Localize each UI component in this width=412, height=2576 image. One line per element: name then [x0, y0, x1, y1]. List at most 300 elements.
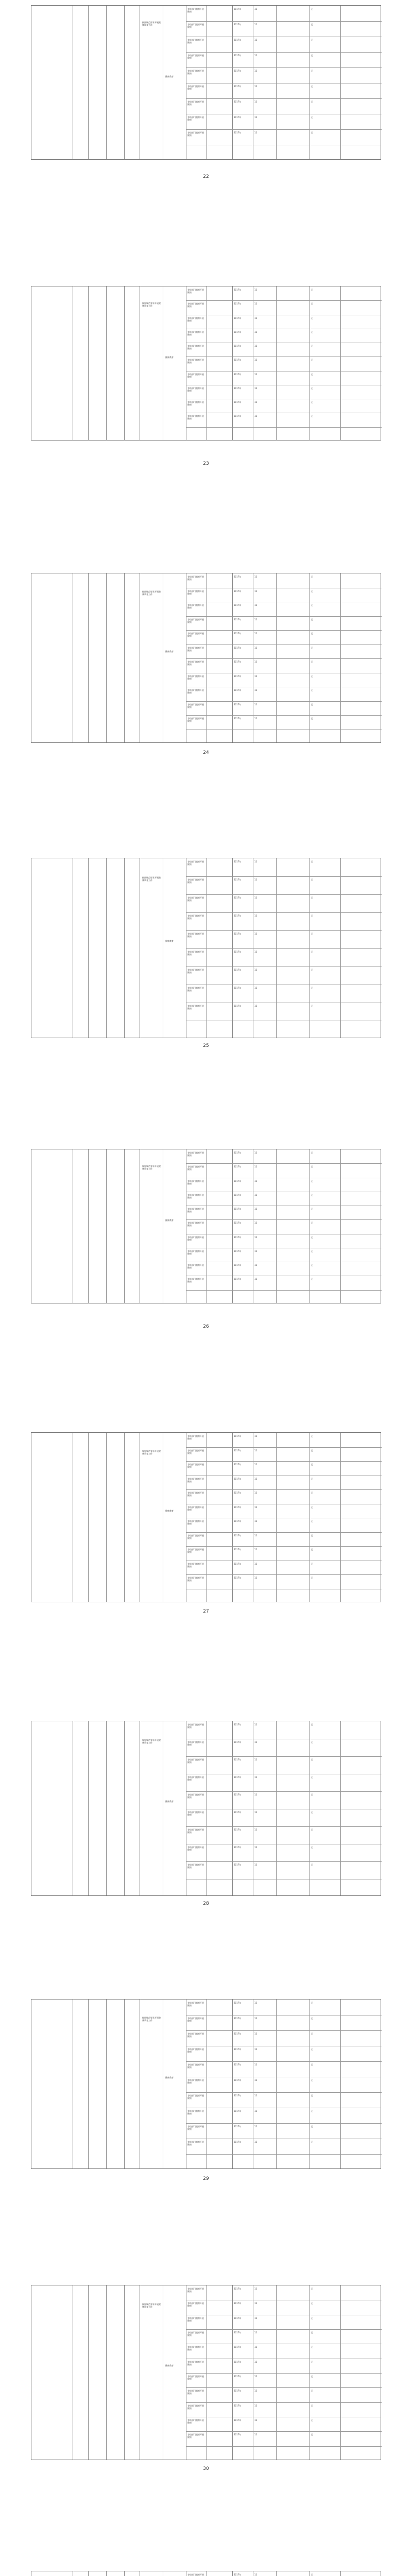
cell-text: 各级部门组织开展健康 — [187, 896, 204, 902]
cell-text: 2017年 — [234, 1776, 242, 1778]
row-rule — [186, 1861, 382, 1862]
cell-text: 12 — [254, 1520, 258, 1522]
row-rule — [186, 912, 382, 913]
column-rule — [106, 6, 107, 159]
cell-text: 2017年 — [234, 1793, 242, 1796]
cell-text: 2017年 — [234, 2002, 242, 2004]
cell-text: 各级部门组织开展健康 — [187, 717, 204, 722]
cell-text: 12 — [254, 2002, 258, 2004]
cell-text: 各级部门组织开展健康 — [187, 2002, 204, 2007]
cell-text: 12 — [254, 2389, 258, 2392]
cell-text: 已 — [311, 2419, 313, 2421]
column-rule — [106, 1999, 107, 2168]
column-rule — [88, 1149, 89, 1303]
cell-text: 2017年 — [234, 2433, 242, 2436]
row-rule — [186, 715, 382, 716]
cell-text: 各级部门组织开展健康 — [187, 2141, 204, 2146]
cell-text: 已 — [311, 100, 313, 103]
cell-text: 各级部门组织开展健康 — [187, 2094, 204, 2099]
cell-text: 各级部门组织开展健康 — [187, 689, 204, 694]
cell-text: 2017年 — [234, 860, 242, 863]
column-rule — [88, 2285, 89, 2460]
cell-text: 各级部门组织开展健康 — [187, 878, 204, 884]
cell-text: 已 — [311, 2331, 313, 2334]
cell-text: 2017年 — [234, 1222, 242, 1224]
row-rule — [186, 21, 382, 22]
cell-text: 12 — [254, 100, 258, 103]
cell-text: 已 — [311, 1492, 313, 1494]
cell-text: 各级部门组织开展健康 — [187, 632, 204, 637]
cell-text: 已 — [311, 703, 313, 706]
cell-text: 2017年 — [234, 914, 242, 917]
row-rule — [186, 2061, 382, 2062]
cell-text: 12 — [254, 1863, 258, 1866]
column-rule — [106, 1721, 107, 1895]
row-rule — [186, 658, 382, 659]
cell-text: 12 — [254, 401, 258, 403]
row-rule — [186, 1574, 382, 1575]
cell-text: 2017年 — [234, 2375, 242, 2378]
cell-text: 2017年 — [234, 951, 242, 953]
cell-text: 已 — [311, 2404, 313, 2407]
cell-text: 2017年 — [234, 373, 242, 376]
column-rule — [124, 573, 125, 742]
cell-text: 12 — [254, 1741, 258, 1743]
column-rule — [276, 1721, 277, 1895]
cell-text: 12 — [254, 2287, 258, 2290]
cell-text: 已 — [311, 70, 313, 72]
cell-text: 2017年 — [234, 933, 242, 935]
row-rule — [186, 2431, 382, 2432]
cell-text: 各级部门组织开展健康 — [187, 1278, 204, 1283]
cell-text: 12 — [254, 878, 258, 881]
cell-text: 2017年 — [234, 2032, 242, 2035]
cell-text: 12 — [254, 317, 258, 319]
cell-text: 已 — [311, 1741, 313, 1743]
cell-text: 已 — [311, 1548, 313, 1551]
column-rule — [124, 858, 125, 1038]
cell-text: 2017年 — [234, 689, 242, 691]
cell-text: 已 — [311, 2361, 313, 2363]
column-rule — [106, 286, 107, 440]
row-rule — [186, 2329, 382, 2330]
cell-text: 已 — [311, 331, 313, 333]
cell-text: 12 — [254, 647, 258, 649]
cell-text: 2017年 — [234, 2048, 242, 2050]
cell-text: 2017年 — [234, 1165, 242, 1168]
cell-text: 各级部门组织开展健康 — [187, 373, 204, 378]
category-label: 健康教育 — [165, 75, 174, 78]
cell-text: 12 — [254, 1264, 258, 1266]
cell-text: 已 — [311, 8, 313, 10]
column-rule — [106, 2285, 107, 2460]
cell-text: 各级部门组织开展健康 — [187, 23, 204, 28]
cell-text: 各级部门组织开展健康 — [187, 969, 204, 974]
cell-text: 12 — [254, 2302, 258, 2304]
row-rule — [186, 701, 382, 702]
cell-text: 已 — [311, 2094, 313, 2097]
row-rule — [186, 2123, 382, 2124]
cell-text: 12 — [254, 373, 258, 376]
row-rule — [186, 1290, 382, 1291]
cell-text: 各级部门组织开展健康 — [187, 590, 204, 595]
cell-text: 各级部门组织开展健康 — [187, 8, 204, 13]
cell-text: 已 — [311, 1828, 313, 1831]
cell-text: 各级部门组织开展健康 — [187, 1180, 204, 1185]
row-rule — [186, 1826, 382, 1827]
row-rule — [186, 2387, 382, 2388]
cell-text: 12 — [254, 660, 258, 663]
cell-text: 12 — [254, 1194, 258, 1196]
cell-text: 2017年 — [234, 1548, 242, 1551]
category-label: 健康教育 — [165, 1800, 174, 1803]
cell-text: 各级部门组织开展健康 — [187, 2433, 204, 2438]
cell-text: 已 — [311, 2433, 313, 2436]
row-rule — [186, 1219, 382, 1220]
cell-text: 2017年 — [234, 1236, 242, 1239]
cell-text: 12 — [254, 131, 258, 134]
cell-text: 已 — [311, 2125, 313, 2128]
cell-text: 各级部门组织开展健康 — [187, 703, 204, 708]
cell-text: 2017年 — [234, 1506, 242, 1509]
cell-text: 2017年 — [234, 54, 242, 57]
cell-text: 已 — [311, 689, 313, 691]
cell-text: 12 — [254, 2110, 258, 2112]
cell-text: 各级部门组织开展健康 — [187, 54, 204, 59]
table-frame — [31, 1999, 381, 2169]
cell-text: 各级部门组织开展健康 — [187, 2346, 204, 2351]
cell-text: 2017年 — [234, 1478, 242, 1480]
cell-text: 各级部门组织开展健康 — [187, 951, 204, 956]
cell-text: 已 — [311, 1793, 313, 1796]
column-rule — [340, 286, 341, 440]
side-note: 按照规范要求开展健康教育工作 — [142, 1165, 161, 1170]
cell-text: 已 — [311, 1194, 313, 1196]
cell-text: 各级部门组织开展健康 — [187, 1492, 204, 1497]
column-rule — [232, 1433, 233, 1602]
cell-text: 已 — [311, 1534, 313, 1537]
cell-text: 各级部门组织开展健康 — [187, 100, 204, 106]
table-frame — [31, 1721, 381, 1896]
cell-text: 各级部门组织开展健康 — [187, 1534, 204, 1539]
category-label: 健康教育 — [165, 1510, 174, 1512]
column-rule — [88, 1433, 89, 1602]
row-rule — [186, 1489, 382, 1490]
cell-text: 已 — [311, 415, 313, 417]
cell-text: 各级部门组织开展健康 — [187, 2404, 204, 2410]
cell-text: 已 — [311, 1463, 313, 1466]
cell-text: 各级部门组织开展 — [187, 2573, 204, 2576]
cell-text: 2017年 — [234, 2389, 242, 2392]
cell-text: 各级部门组织开展健康 — [187, 116, 204, 121]
cell-text: 12 — [254, 2317, 258, 2319]
cell-text: 各级部门组织开展健康 — [187, 1222, 204, 1227]
row-rule — [186, 2092, 382, 2093]
table-frame — [31, 1432, 381, 1602]
column-rule — [88, 2571, 89, 2576]
cell-text: 已 — [311, 1478, 313, 1480]
column-rule — [232, 573, 233, 742]
cell-text: 各级部门组织开展健康 — [187, 2331, 204, 2336]
cell-text: 12 — [254, 2331, 258, 2334]
cell-text: 已 — [311, 987, 313, 989]
cell-text: 已 — [311, 1151, 313, 1154]
cell-text: 12 — [254, 2404, 258, 2407]
cell-text: 已 — [311, 604, 313, 606]
column-rule — [124, 1999, 125, 2168]
cell-text: 12 — [254, 1278, 258, 1280]
cell-text: 各级部门组织开展健康 — [187, 1846, 204, 1851]
cell-text: 2017年 — [234, 896, 242, 899]
cell-text: 已 — [311, 373, 313, 376]
cell-text: 12 — [254, 1005, 258, 1007]
cell-text: 12 — [254, 1811, 258, 1814]
row-rule — [186, 616, 382, 617]
cell-text: 12 — [254, 1846, 258, 1849]
cell-text: 12 — [254, 1222, 258, 1224]
cell-text: 12 — [254, 1478, 258, 1480]
cell-text: 12 — [254, 85, 258, 88]
cell-text: 已 — [311, 1264, 313, 1266]
cell-text: 2017年 — [234, 660, 242, 663]
table-frame — [31, 573, 381, 743]
cell-text: 各级部门组织开展健康 — [187, 2110, 204, 2115]
cell-text: 各级部门组织开展健康 — [187, 1741, 204, 1746]
column-rule — [276, 286, 277, 440]
cell-text: 2017年 — [234, 2287, 242, 2290]
row-rule — [186, 1532, 382, 1533]
cell-text: 各级部门组织开展健康 — [187, 575, 204, 581]
cell-text: 2017年 — [234, 987, 242, 989]
cell-text: 各级部门组织开展健康 — [187, 860, 204, 866]
cell-text: 2017年 — [234, 1194, 242, 1196]
cell-text: 各级部门组织开展健康 — [187, 1449, 204, 1454]
cell-text: 2017年 — [234, 2302, 242, 2304]
row-rule — [186, 300, 382, 301]
cell-text: 12 — [254, 1236, 258, 1239]
cell-text: 已 — [311, 717, 313, 720]
cell-text: 2017年 — [234, 1435, 242, 1437]
cell-text: 已 — [311, 2079, 313, 2081]
cell-text: 12 — [254, 116, 258, 118]
cell-text: 已 — [311, 1005, 313, 1007]
cell-text: 已 — [311, 618, 313, 621]
page-number: 26 — [203, 1324, 209, 1329]
column-rule — [88, 858, 89, 1038]
cell-text: 已 — [311, 2017, 313, 2020]
cell-text: 各级部门组织开展健康 — [187, 1194, 204, 1199]
cell-text: 各级部门组织开展健康 — [187, 359, 204, 364]
cell-text: 已 — [311, 2317, 313, 2319]
cell-text: 各级部门组织开展健康 — [187, 1165, 204, 1171]
cell-text: 12 — [254, 1165, 258, 1168]
cell-text: 已 — [311, 1236, 313, 1239]
cell-text: 各级部门组织开展健康 — [187, 415, 204, 420]
cell-text: 2017年 — [234, 39, 242, 41]
cell-text: 各级部门组织开展健康 — [187, 1563, 204, 1568]
row-rule — [186, 98, 382, 99]
column-rule — [106, 1433, 107, 1602]
cell-text: 12 — [254, 54, 258, 57]
cell-text: 已 — [311, 1520, 313, 1522]
cell-text: 各级部门组织开展健康 — [187, 2032, 204, 2038]
cell-text: 各级部门组织开展健康 — [187, 1723, 204, 1728]
cell-text: 各级部门组织开展健康 — [187, 289, 204, 294]
cell-text: 12 — [254, 302, 258, 305]
cell-text: 12 — [254, 1208, 258, 1210]
cell-text: 已 — [311, 387, 313, 389]
cell-text: 12 — [254, 1758, 258, 1761]
column-rule — [276, 1433, 277, 1602]
cell-text: 已 — [311, 1563, 313, 1565]
cell-text: 2017年 — [234, 2361, 242, 2363]
cell-text: 各级部门组织开展健康 — [187, 2048, 204, 2053]
cell-text: 2017年 — [234, 969, 242, 971]
cell-text: 2017年 — [234, 632, 242, 635]
column-rule — [276, 1149, 277, 1303]
cell-text: 已 — [311, 23, 313, 26]
table-frame — [31, 286, 381, 440]
table-frame — [31, 2285, 381, 2460]
cell-text: 2017年 — [234, 2063, 242, 2066]
row-rule — [186, 1791, 382, 1792]
cell-text: 各级部门组织开展健康 — [187, 1151, 204, 1157]
column-rule — [124, 1149, 125, 1303]
cell-text: 各级部门组织开展健康 — [187, 1506, 204, 1511]
cell-text: 各级部门组织开展健康 — [187, 987, 204, 992]
cell-text: 已 — [311, 1165, 313, 1168]
cell-text: 各级部门组织开展健康 — [187, 1548, 204, 1553]
cell-text: 12 — [254, 2017, 258, 2020]
cell-text: 已 — [311, 2302, 313, 2304]
cell-text: 2017年 — [234, 1577, 242, 1579]
cell-text: 2017年 — [234, 1723, 242, 1726]
cell-text: 2017年 — [234, 590, 242, 592]
column-rule — [106, 573, 107, 742]
cell-text: 已 — [311, 1723, 313, 1726]
cell-text: 12 — [254, 1577, 258, 1579]
cell-text: 12 — [254, 590, 258, 592]
cell-text: 各级部门组织开展健康 — [187, 618, 204, 623]
cell-text: 12 — [254, 604, 258, 606]
cell-text: 已 — [311, 590, 313, 592]
cell-text: 已 — [311, 2389, 313, 2392]
page-number: 25 — [203, 1043, 209, 1048]
row-rule — [186, 427, 382, 428]
cell-text: 各级部门组织开展健康 — [187, 1478, 204, 1483]
row-rule — [186, 52, 382, 53]
column-rule — [276, 2285, 277, 2460]
cell-text: 已 — [311, 660, 313, 663]
page-number: 27 — [203, 1609, 209, 1614]
cell-text: 2017年 — [234, 1180, 242, 1182]
category-label: 健康教育 — [165, 356, 174, 359]
column-rule — [276, 2571, 277, 2576]
cell-text: 各级部门组织开展健康 — [187, 1005, 204, 1010]
column-rule — [88, 1999, 89, 2168]
category-label: 健康教育 — [165, 1219, 174, 1222]
cell-text: 2017年 — [234, 2573, 242, 2576]
cell-text: 12 — [254, 1776, 258, 1778]
column-rule — [106, 1149, 107, 1303]
row-rule — [186, 2373, 382, 2374]
cell-text: 已 — [311, 39, 313, 41]
page-number: 28 — [203, 1901, 209, 1906]
side-note: 按照规范要求开展健康教育工作 — [142, 1739, 161, 1744]
cell-text: 12 — [254, 331, 258, 333]
cell-text: 12 — [254, 23, 258, 26]
side-note: 按照规范要求开展健康教育工作 — [142, 2303, 161, 2308]
cell-text: 各级部门组织开展健康 — [187, 2063, 204, 2069]
category-label: 健康教育 — [165, 2076, 174, 2079]
cell-text: 2017年 — [234, 2331, 242, 2334]
cell-text: 各级部门组织开展健康 — [187, 2017, 204, 2022]
column-rule — [340, 1149, 341, 1303]
cell-text: 各级部门组织开展健康 — [187, 647, 204, 652]
cell-text: 各级部门组织开展健康 — [187, 2389, 204, 2395]
cell-text: 2017年 — [234, 131, 242, 134]
cell-text: 12 — [254, 1828, 258, 1831]
cell-text: 各级部门组织开展健康 — [187, 1758, 204, 1764]
cell-text: 已 — [311, 302, 313, 305]
cell-text: 各级部门组织开展健康 — [187, 39, 204, 44]
cell-text: 12 — [254, 2419, 258, 2421]
cell-text: 2017年 — [234, 1534, 242, 1537]
column-rule — [88, 286, 89, 440]
cell-text: 12 — [254, 2573, 258, 2576]
cell-text: 已 — [311, 289, 313, 291]
side-note: 按照规范要求开展健康教育工作 — [142, 590, 161, 596]
table-frame — [31, 858, 381, 1038]
cell-text: 12 — [254, 860, 258, 863]
cell-text: 各级部门组织开展健康 — [187, 1863, 204, 1869]
cell-text: 已 — [311, 2048, 313, 2050]
cell-text: 2017年 — [234, 2079, 242, 2081]
cell-text: 已 — [311, 1577, 313, 1579]
page-number: 22 — [203, 174, 209, 179]
column-rule — [276, 573, 277, 742]
row-rule — [186, 876, 382, 877]
cell-text: 12 — [254, 951, 258, 953]
cell-text: 已 — [311, 2141, 313, 2143]
cell-text: 12 — [254, 1563, 258, 1565]
cell-text: 2017年 — [234, 647, 242, 649]
column-rule — [340, 1721, 341, 1895]
cell-text: 12 — [254, 415, 258, 417]
cell-text: 12 — [254, 2048, 258, 2050]
cell-text: 各级部门组织开展健康 — [187, 85, 204, 90]
cell-text: 已 — [311, 131, 313, 134]
cell-text: 已 — [311, 632, 313, 635]
cell-text: 2017年 — [234, 1208, 242, 1210]
cell-text: 12 — [254, 2032, 258, 2035]
column-rule — [124, 2571, 125, 2576]
side-note: 按照规范要求开展健康教育工作 — [142, 302, 161, 307]
table-frame — [31, 5, 381, 160]
column-rule — [276, 6, 277, 159]
cell-text: 12 — [254, 2063, 258, 2066]
cell-text: 2017年 — [234, 302, 242, 305]
column-rule — [340, 1433, 341, 1602]
cell-text: 已 — [311, 575, 313, 578]
cell-text: 已 — [311, 2375, 313, 2378]
row-rule — [186, 1461, 382, 1462]
cell-text: 2017年 — [234, 575, 242, 578]
cell-text: 已 — [311, 317, 313, 319]
cell-text: 12 — [254, 345, 258, 347]
cell-text: 2017年 — [234, 415, 242, 417]
cell-text: 已 — [311, 1180, 313, 1182]
